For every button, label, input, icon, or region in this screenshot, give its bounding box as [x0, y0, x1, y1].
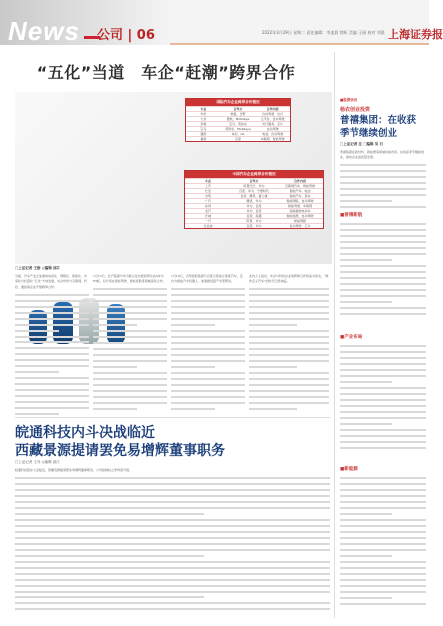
text-line — [15, 509, 204, 514]
text-line — [340, 384, 426, 389]
text-line — [15, 545, 330, 550]
text-line — [93, 393, 167, 398]
text-line — [15, 392, 89, 397]
text-line — [15, 356, 89, 361]
text-line — [93, 315, 167, 320]
text-line — [171, 405, 215, 410]
text-line — [249, 291, 329, 296]
text-line — [93, 345, 167, 350]
text-line — [15, 569, 330, 574]
text-line — [340, 191, 426, 196]
text-line — [93, 321, 137, 326]
text-line — [249, 405, 297, 410]
paragraph: 当前，汽车产业正加速向电动化、网联化、智能化、共享化与轻量化“五化”方向发展，车企纷纷与互联网、科技、通信等企业开展跨界合作。 — [15, 274, 88, 289]
article-column — [93, 274, 167, 414]
table-cell: 阿里、华为 — [246, 219, 262, 223]
text-line — [93, 285, 167, 290]
table-row — [185, 183, 323, 188]
table-cell: 自动驾驶、芯片 — [289, 224, 311, 228]
text-line — [340, 414, 426, 419]
text-line — [340, 558, 426, 563]
text-line — [249, 309, 329, 314]
text-line — [93, 381, 167, 386]
table-cell: 宝马 — [200, 127, 207, 131]
text-line — [15, 563, 330, 568]
table-cell: 合作内容 — [266, 107, 279, 111]
table-cell: 丰田 — [200, 112, 207, 116]
table-cell: 阿里巴巴、华为 — [243, 184, 265, 188]
text-line — [340, 167, 426, 172]
column-divider — [334, 52, 335, 618]
text-line — [249, 369, 329, 374]
text-line — [340, 179, 426, 184]
text-line — [15, 350, 89, 355]
text-line — [340, 220, 426, 225]
text-line — [340, 438, 426, 443]
table-cell: 百度 — [235, 137, 242, 141]
table-row — [185, 213, 323, 218]
table-cell: 东风 — [204, 204, 211, 208]
china-partnership-table — [184, 170, 324, 229]
table-row — [185, 203, 323, 208]
table-cell: 高端智能电动车 — [289, 209, 311, 213]
text-line — [340, 161, 426, 166]
text-line — [340, 342, 426, 347]
article-column — [171, 274, 245, 414]
table-row — [185, 223, 323, 228]
text-line — [171, 351, 245, 356]
text-line — [340, 420, 392, 425]
page-header — [0, 0, 443, 46]
text-line — [340, 534, 426, 539]
text-line — [340, 286, 426, 291]
text-line — [93, 357, 167, 362]
text-line — [340, 250, 426, 255]
table-cell: 电池、自动驾驶 — [262, 132, 284, 136]
table-cell: 百度、华为 — [246, 224, 262, 228]
text-line — [15, 593, 204, 598]
table-cell: 一汽 — [204, 219, 211, 223]
text-line — [171, 303, 245, 308]
text-line — [15, 338, 89, 343]
text-line — [15, 503, 330, 508]
bottom-byline: □上证记者 王乔 ◎编辑 邱江 — [15, 460, 60, 464]
text-line — [340, 588, 426, 593]
table-cell: 大众 — [200, 117, 207, 121]
table-cell: 百度、高通 — [246, 214, 262, 218]
text-line — [15, 302, 89, 307]
text-line — [340, 576, 426, 581]
header-meta: 2022年3月29日 星期二 责任编辑：李凌晨 徐昕 美编 王丽 校对 刘晨 — [262, 30, 385, 35]
text-line — [15, 296, 89, 301]
text-line — [15, 539, 330, 544]
text-line — [249, 327, 329, 332]
text-line — [340, 244, 426, 249]
text-line — [340, 552, 392, 557]
text-line — [340, 504, 426, 509]
text-line — [15, 362, 89, 367]
text-line — [340, 173, 426, 178]
sidebar-byline: □上证记者 汪 □编辑 吴 石 — [340, 142, 383, 146]
text-line — [340, 540, 426, 545]
bottom-article — [15, 468, 330, 618]
table-cell: 软银、日野 — [230, 112, 246, 116]
text-line — [249, 315, 329, 320]
text-line — [340, 262, 426, 267]
text-line — [15, 368, 59, 373]
text-line — [249, 363, 297, 368]
text-line — [171, 393, 245, 398]
text-line — [340, 522, 426, 527]
intl-partnership-table — [185, 98, 291, 142]
text-line — [15, 332, 89, 337]
paragraph: 1月18日，吉利控股集团与百度合资成立集度汽车，定位为智能汽车机器人，加速推进量产车型研发。 — [171, 274, 243, 284]
text-line — [15, 605, 330, 610]
table-cell: 腾讯、华为 — [246, 199, 262, 203]
table-row — [186, 136, 290, 141]
text-line — [93, 339, 167, 344]
table-cell: 长安 — [204, 189, 211, 193]
article-column — [15, 274, 89, 414]
table-cell: 自动驾驶、出行 — [262, 112, 284, 116]
table-row — [186, 111, 290, 116]
text-line — [249, 339, 329, 344]
table-cell: 合作方 — [249, 179, 259, 183]
table-row — [185, 178, 323, 183]
text-line — [340, 360, 426, 365]
article-column — [249, 274, 329, 414]
table-cell: 广汽 — [204, 199, 211, 203]
text-line — [171, 321, 215, 326]
newspaper-logo: 上海证券报 — [388, 28, 443, 41]
text-line — [15, 380, 89, 385]
text-line — [15, 314, 89, 319]
table-cell: 宝马、英伟达 — [229, 122, 248, 126]
text-line — [340, 570, 426, 575]
table-cell: 华为、百度 — [246, 204, 262, 208]
text-line — [93, 405, 137, 410]
table-cell: 合作内容 — [293, 179, 306, 183]
text-line — [340, 378, 392, 383]
text-line — [340, 564, 426, 569]
text-line — [171, 333, 245, 338]
text-line — [340, 232, 426, 237]
table-cell: 合作方 — [233, 107, 243, 111]
table-row — [186, 126, 290, 131]
table-cell: 吉利 — [204, 194, 211, 198]
text-line — [340, 298, 392, 303]
news-wordmark: News — [8, 16, 80, 46]
text-line — [15, 587, 330, 592]
text-line — [340, 492, 426, 497]
text-line — [15, 521, 330, 526]
text-line — [249, 297, 329, 302]
text-line — [340, 498, 426, 503]
text-line — [171, 369, 245, 374]
table-cell: 车企 — [200, 107, 207, 111]
table-title: 中国汽车企业跨界合作情况 — [185, 171, 323, 178]
table-cell: 微软、Mobileye — [226, 117, 250, 121]
text-line — [93, 297, 167, 302]
text-line — [340, 408, 426, 413]
table-cell: 通用 — [200, 132, 207, 136]
sidebar-section-heading: ■普禧新航 — [340, 213, 363, 218]
table-cell: 比亚迪 — [203, 224, 213, 228]
text-line — [15, 551, 204, 556]
text-line — [340, 366, 426, 371]
table-cell: 华为、百度 — [246, 209, 262, 213]
text-line — [15, 491, 330, 496]
text-line — [340, 432, 426, 437]
text-line — [340, 516, 426, 521]
text-line — [249, 387, 329, 392]
table-cell: 出行服务、芯片 — [262, 122, 284, 126]
sidebar-section-heading: ■新能源 — [340, 467, 358, 472]
table-cell: 福特 — [200, 137, 207, 141]
table-row — [186, 131, 290, 136]
text-line — [249, 399, 329, 404]
text-line — [340, 304, 426, 309]
text-line — [15, 581, 330, 586]
table-cell: 云平台、自动驾驶 — [260, 117, 285, 121]
table-row — [185, 198, 323, 203]
text-line — [340, 256, 392, 261]
text-line — [340, 390, 426, 395]
table-cell: 智能网联、自动驾驶 — [286, 199, 314, 203]
text-line — [249, 381, 329, 386]
text-line — [249, 351, 329, 356]
text-line — [340, 185, 426, 190]
text-line — [340, 582, 426, 587]
text-line — [15, 599, 330, 604]
table-cell: 百度、华为、宁德时代 — [238, 189, 269, 193]
text-line — [340, 197, 392, 202]
text-line — [340, 546, 426, 551]
table-cell: 智能网联 — [293, 219, 306, 223]
table-cell: 车联网、智能驾驶 — [260, 137, 285, 141]
text-line — [171, 399, 245, 404]
paragraph: 皖通科技股东大会临近，西藏景源提请罢免易增辉董事职务，公司控制权之争再度升级。 — [15, 468, 133, 472]
text-line — [15, 344, 89, 349]
table-row — [186, 121, 290, 126]
text-line — [340, 402, 426, 407]
text-line — [340, 203, 426, 208]
text-line — [340, 348, 426, 353]
text-line — [15, 308, 89, 313]
text-line — [93, 309, 167, 314]
text-line — [15, 374, 89, 379]
paragraph: 1月15日，北汽集团与华为联合发布极狐阿尔法S华为HI版，双方将在智能驾驶、智能座舱等领域深化合作。 — [93, 274, 166, 284]
table-row — [186, 116, 290, 121]
text-line — [340, 280, 426, 285]
text-line — [15, 515, 330, 520]
text-line — [340, 310, 426, 315]
text-line — [249, 357, 329, 362]
text-line — [93, 291, 167, 296]
text-line — [340, 372, 426, 377]
sidebar-body — [340, 474, 426, 618]
table-row — [185, 188, 323, 193]
table-cell: 北汽 — [204, 209, 211, 213]
sidebar-tag: ■股票快讯 — [340, 98, 358, 102]
table-cell: 长城 — [204, 214, 211, 218]
table-cell: 上汽 — [204, 184, 211, 188]
text-line — [15, 326, 59, 331]
text-line — [340, 600, 426, 605]
photo-caption: □上证记者 王舫 ◎编辑 邱江 — [15, 266, 61, 270]
sidebar-kicker: 杨农创业投资 — [340, 107, 371, 113]
text-line — [93, 333, 167, 338]
text-line — [15, 404, 89, 409]
table-row — [185, 193, 323, 198]
text-line — [340, 444, 426, 449]
text-line — [93, 363, 137, 368]
table-cell: 英特尔、Mobileye — [225, 127, 251, 131]
text-line — [340, 274, 426, 279]
table-title: 国际汽车企业跨界合作情况 — [186, 99, 290, 106]
text-line — [15, 557, 330, 562]
text-line — [93, 387, 167, 392]
text-line — [171, 381, 245, 386]
text-line — [171, 363, 215, 368]
text-line — [249, 303, 329, 308]
text-line — [249, 375, 329, 380]
text-line — [171, 357, 245, 362]
text-line — [249, 333, 329, 338]
text-line — [171, 315, 245, 320]
table-cell: 奔驰 — [200, 122, 207, 126]
text-line — [15, 527, 330, 532]
table-cell: 智能汽车、造车 — [289, 194, 311, 198]
text-line — [15, 473, 330, 478]
sidebar-body — [340, 150, 426, 210]
table-cell: 百度、腾讯、富士康 — [240, 194, 268, 198]
sidebar-body — [340, 220, 426, 330]
text-line — [249, 285, 329, 290]
text-line — [93, 369, 167, 374]
text-line — [15, 320, 89, 325]
bottom-headline: 皖通科技内斗决战临近 — [15, 425, 155, 441]
text-line — [93, 303, 167, 308]
table-row — [185, 218, 323, 223]
sidebar-headline: 普禧集团：在收获季节继续创业 — [340, 115, 417, 139]
text-line — [249, 321, 297, 326]
sidebar-body — [340, 342, 426, 462]
text-line — [15, 410, 59, 415]
text-line — [340, 510, 392, 515]
table-row — [185, 208, 323, 213]
table-row — [186, 106, 290, 111]
text-line — [15, 533, 330, 538]
text-line — [340, 486, 426, 491]
text-line — [171, 387, 245, 392]
text-line — [171, 309, 245, 314]
text-line — [93, 351, 167, 356]
text-line — [340, 396, 426, 401]
text-line — [15, 386, 89, 391]
text-line — [15, 497, 330, 502]
table-cell: 本田、LG — [231, 132, 245, 136]
table-cell: 智能驾驶、车联网 — [287, 204, 312, 208]
paragraph: 普禧集团在新材料、新能源等领域持续布局，在收获季节继续创业，推动企业高质量发展。 — [340, 150, 425, 160]
text-line — [340, 594, 392, 599]
paragraph: 业内人士指出，车企与科技企业的跨界合作将成为常态，“软件定义汽车”的时代已经来临。 — [249, 274, 329, 284]
text-line — [340, 480, 426, 485]
table-cell: 自动驾驶 — [266, 127, 279, 131]
text-line — [171, 291, 245, 296]
table-cell: 车企 — [204, 179, 211, 183]
text-line — [249, 393, 329, 398]
bottom-subheadline: 西藏景源提请罢免易增辉董事职务 — [15, 443, 225, 459]
sidebar-section-heading: ■产业布局 — [340, 335, 363, 340]
text-line — [171, 339, 245, 344]
text-line — [15, 398, 89, 403]
table-cell: 智能汽车、电池 — [289, 189, 311, 193]
text-line — [171, 297, 245, 302]
text-line — [340, 226, 426, 231]
text-line — [340, 292, 426, 297]
text-line — [340, 474, 426, 479]
text-line — [171, 375, 245, 380]
table-cell: 互联网汽车、智能驾驶 — [284, 184, 315, 188]
text-line — [340, 426, 426, 431]
text-line — [93, 399, 167, 404]
text-line — [93, 375, 167, 380]
text-line — [15, 575, 330, 580]
text-line — [171, 345, 245, 350]
text-line — [249, 345, 329, 350]
text-line — [15, 485, 330, 490]
text-line — [15, 290, 89, 295]
text-line — [340, 238, 426, 243]
section-divider — [15, 417, 330, 418]
text-line — [15, 479, 330, 484]
table-cell: 智能座舱、自动驾驶 — [286, 214, 314, 218]
section-label: 公司 | 06 — [97, 28, 155, 43]
text-line — [93, 327, 167, 332]
text-line — [340, 354, 426, 359]
text-line — [340, 528, 426, 533]
text-line — [340, 268, 426, 273]
text-line — [171, 327, 245, 332]
main-headline: “五化”当道 车企“赶潮”跨界合作 — [36, 63, 296, 82]
text-line — [171, 285, 245, 290]
